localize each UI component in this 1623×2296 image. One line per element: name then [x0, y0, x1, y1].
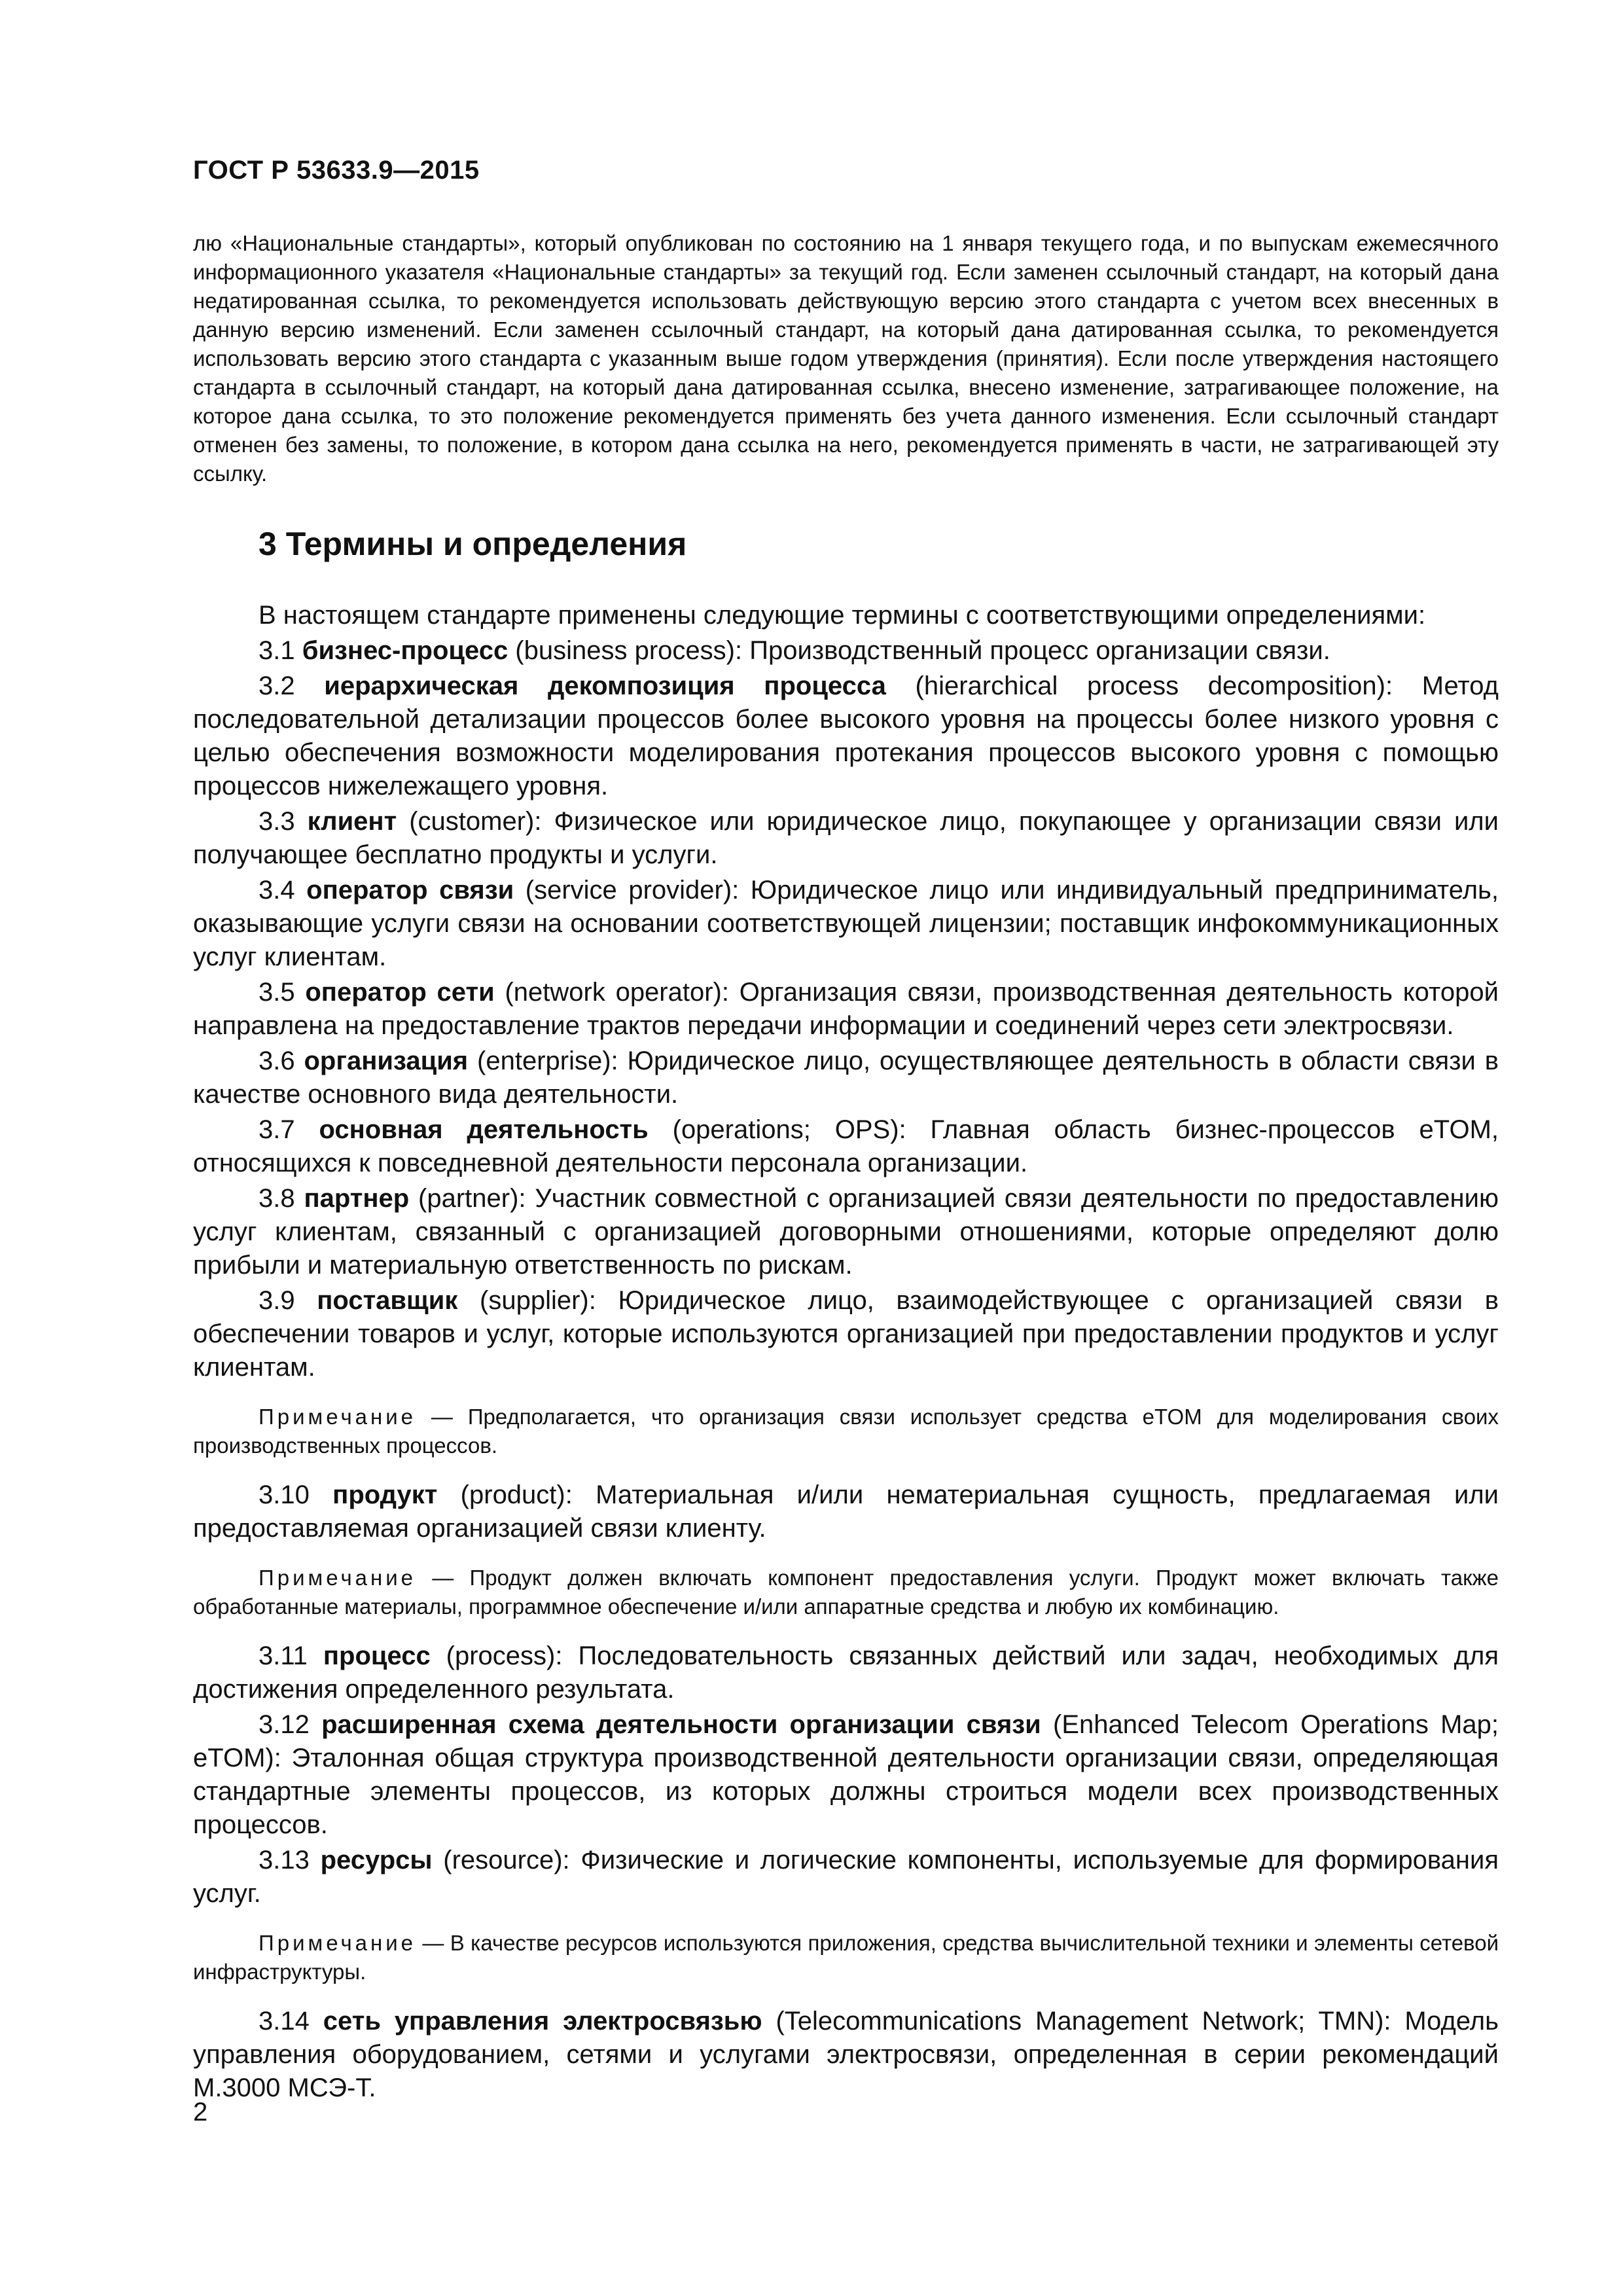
term-definition: (resource): Физические и логические компоненты, используемые для формирования услуг. [193, 1846, 1499, 1908]
term-name: поставщик [317, 1286, 458, 1315]
document-header: ГОСТ Р 53633.9—2015 [193, 156, 480, 185]
term-number: 3.12 [259, 1710, 310, 1739]
note-2 [193, 1564, 1499, 1621]
term-3-1 [193, 634, 1499, 668]
note-label: Примечание [259, 1405, 417, 1429]
term-3-3 [193, 805, 1499, 872]
term-3-5 [193, 976, 1499, 1043]
note-1 [193, 1403, 1499, 1460]
term-3-10 [193, 1479, 1499, 1545]
term-definition: (partner): Участник совместной с организацией связи деятельности по предоставлению услуг клиентам, связанный с организацией договорными отношениями, которые определяют долю прибыли и материальную ответственность по рискам. [193, 1184, 1499, 1280]
term-name: ресурсы [320, 1846, 433, 1874]
term-definition: (service provider): Юридическое лицо или индивидуальный предприниматель, оказывающие услуги связи на основании соответствующей лицензии; поставщик инфокоммуникационных услуг клиентам. [193, 876, 1499, 971]
note-text: — Предполагается, что организация связи использует средства eTOM для моделирования своих производственных процессов. [193, 1405, 1499, 1458]
term-number: 3.2 [259, 672, 295, 700]
section-lead: В настоящем стандарте применены следующие термины с соответствующими определениями: [259, 601, 1426, 630]
term-name: клиент [307, 807, 397, 836]
note-label: Примечание [259, 1931, 417, 1955]
term-definition: (operations; OPS): Главная область бизнес-процессов eTOM, относящихся к повседневной деятельности персонала организации. [193, 1115, 1499, 1177]
term-number: 3.14 [259, 2007, 310, 2036]
term-definition: (enterprise): Юридическое лицо, осуществляющее деятельность в области связи в качестве основного вида деятельности. [193, 1047, 1499, 1109]
term-definition: (process): Последовательность связанных действий или задач, необходимых для достижения определенного результата. [193, 1641, 1499, 1704]
term-3-9 [193, 1284, 1499, 1384]
term-definition: (network operator): Организация связи, производственная деятельность которой направлена на предоставление трактов передачи информации и соединений через сети электросвязи. [193, 978, 1499, 1040]
term-number: 3.8 [259, 1184, 295, 1213]
term-3-2 [193, 670, 1499, 803]
term-number: 3.3 [259, 807, 295, 836]
note-3 [193, 1929, 1499, 1986]
term-number: 3.13 [259, 1846, 310, 1874]
term-number: 3.10 [259, 1480, 310, 1509]
term-3-13 [193, 1844, 1499, 1910]
section-title: 3 Термины и определения [259, 526, 687, 562]
term-name: оператор сети [305, 978, 495, 1007]
term-definition: (customer): Физическое или юридическое лицо, покупающее у организации связи или получающее бесплатно продукты и услуги. [193, 807, 1499, 869]
term-name: сеть управления электросвязью [323, 2007, 762, 2036]
term-number: 3.1 [259, 636, 295, 665]
term-definition: (supplier): Юридическое лицо, взаимодействующее с организацией связи в обеспечении товаров и услуг, которые используются организацией при предоставлении продуктов и услуг клиентам. [193, 1286, 1499, 1382]
note-text: — Продукт должен включать компонент предоставления услуги. Продукт может включать также обработанные материалы, программное обеспечение и/или аппаратные средства и любую их комбинацию. [193, 1566, 1499, 1619]
term-name: основная деятельность [319, 1115, 649, 1144]
term-number: 3.9 [259, 1286, 295, 1315]
term-3-6 [193, 1045, 1499, 1111]
term-number: 3.6 [259, 1047, 295, 1075]
term-name: организация [304, 1047, 469, 1075]
term-number: 3.11 [259, 1641, 308, 1670]
term-definition: (Telecommunications Management Network; TMN): Модель управления оборудованием, сетями и услугами электросвязи, определенная в серии рекомендаций М.3000 МСЭ-Т. [193, 2007, 1499, 2102]
term-definition: (hierarchical process decomposition): Метод последовательной детализации процессов более высокого уровня на процессы более низкого уровня с целью обеспечения возможности моделирования протекания процессов высокого уровня с помощью процессов нижележащего уровня. [193, 672, 1499, 800]
term-3-14 [193, 2005, 1499, 2105]
term-name: партнер [304, 1184, 410, 1213]
term-3-8 [193, 1182, 1499, 1282]
term-definition: (Enhanced Telecom Operations Map; eTOM): Эталонная общая структура производственной деятельности организации связи, определяющая стандартные элементы процессов, из которых должны строиться модели всех производственных процессов. [193, 1710, 1499, 1839]
term-definition: (product): Материальная и/или нематериальная сущность, предлагаемая или предоставляемая организацией связи клиенту. [193, 1480, 1499, 1543]
term-3-4 [193, 874, 1499, 974]
term-3-7 [193, 1113, 1499, 1180]
term-name: иерархическая декомпозиция процесса [324, 672, 886, 700]
term-name: продукт [332, 1480, 438, 1509]
term-3-12 [193, 1708, 1499, 1842]
term-number: 3.5 [259, 978, 295, 1007]
term-3-11 [193, 1640, 1499, 1706]
term-number: 3.7 [259, 1115, 295, 1144]
note-text: — В качестве ресурсов используются приложения, средства вычислительной техники и элементы сетевой инфраструктуры. [193, 1931, 1499, 1984]
term-name: оператор связи [306, 876, 514, 905]
intro-paragraph: лю «Национальные стандарты», который опубликован по состоянию на 1 января текущего года, и по выпускам ежемесячного информационного указателя «Национальные стандарты» за текущий год. Если заменен ссылочный стандарт, на который дана недатированная ссылка, то рекомендуется использовать действующую версию этого стандарта с учетом всех внесенных в данную версию изменений. Если заменен ссылочный стандарт, на который дана датированная ссылка, то рекомендуется использовать версию этого стандарта с указанным выше годом утверждения (принятия). Если после утверждения настоящего стандарта в ссылочный стандарт, на который дана датированная ссылка, внесено изменение, затрагивающее положение, на которое дана ссылка, то это положение рекомендуется применять без учета данного изменения. Если ссылочный стандарт отменен без замены, то положение, в котором дана ссылка на него, рекомендуется применять в части, не затрагивающей эту ссылку. [193, 231, 1499, 486]
term-name: процесс [323, 1641, 431, 1670]
terms-section [193, 599, 1499, 2107]
term-number: 3.4 [259, 876, 295, 905]
page-number: 2 [193, 2098, 208, 2126]
note-label: Примечание [259, 1566, 417, 1590]
term-name: расширенная схема деятельности организации связи [321, 1710, 1041, 1739]
term-name: бизнес-процесс [302, 636, 508, 665]
term-definition: (business process): Производственный процесс организации связи. [508, 636, 1330, 665]
